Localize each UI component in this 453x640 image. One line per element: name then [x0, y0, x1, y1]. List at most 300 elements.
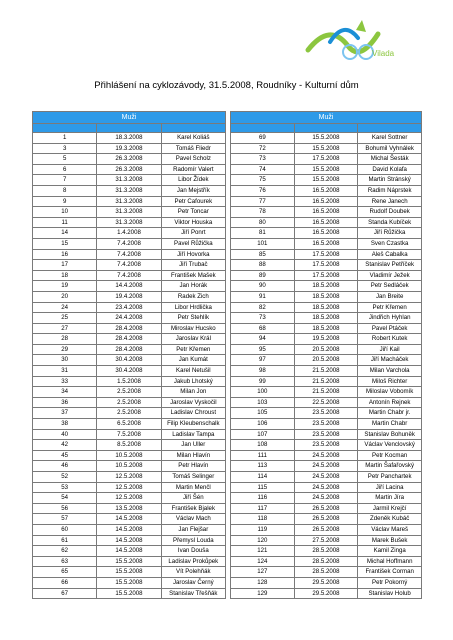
cell-number: 28 [33, 334, 97, 345]
cell-name: Antonín Rejnek [358, 397, 422, 408]
cell-number: 95 [231, 344, 295, 355]
cell-number: 11 [33, 217, 97, 228]
cell-number: 57 [33, 514, 97, 525]
table-row [33, 408, 226, 419]
cell-date: 15.5.2008 [294, 164, 358, 175]
table-row [231, 238, 422, 249]
cell-date: 30.4.2008 [97, 355, 161, 366]
cell-number: 60 [33, 524, 97, 535]
cell-date: 16.5.2008 [294, 228, 358, 239]
cell-number: 65 [33, 567, 97, 578]
cell-number: 119 [231, 524, 295, 535]
table-row [231, 228, 422, 239]
cell-name: Filip Kleubenschalk [161, 419, 225, 430]
right-table-header: Muži [231, 112, 422, 124]
cell-number: 73 [231, 313, 295, 324]
cell-date: 20.5.2008 [294, 355, 358, 366]
page-title: Přihlášení na cyklozávody, 31.5.2008, Roudníky - Kulturní dům [94, 80, 359, 91]
table-row [231, 577, 422, 588]
cell-number: 45 [33, 450, 97, 461]
cell-number: 82 [231, 302, 295, 313]
cell-name: Karel Netušil [161, 366, 225, 377]
cell-name: Václav Venclovský [358, 440, 422, 451]
cell-date: 17.5.2008 [294, 260, 358, 271]
cell-name: Jiří Šén [161, 493, 225, 504]
cell-number: 7 [33, 175, 97, 186]
table-row [33, 344, 226, 355]
cell-date: 16.5.2008 [294, 207, 358, 218]
cell-name: Petr Stehlík [161, 313, 225, 324]
cell-date: 22.5.2008 [294, 397, 358, 408]
table-row [231, 249, 422, 260]
right-column-header-name [358, 124, 422, 133]
cell-name: Stanislav Petříček [358, 260, 422, 271]
table-row [231, 397, 422, 408]
cell-date: 20.5.2008 [294, 344, 358, 355]
cell-name: Martin Stránský [358, 175, 422, 186]
cell-name: Jan Flejšar [161, 524, 225, 535]
cell-number: 97 [231, 355, 295, 366]
cell-date: 23.5.2008 [294, 419, 358, 430]
table-row [231, 366, 422, 377]
cell-date: 27.5.2008 [294, 535, 358, 546]
table-row [231, 185, 422, 196]
cell-date: 28.5.2008 [294, 567, 358, 578]
cell-name: Bohumil Vyhnálek [358, 143, 422, 154]
cell-name: Jiří Růžička [358, 228, 422, 239]
cell-number: 10 [33, 207, 97, 218]
cell-name: Stanislav Holub [358, 588, 422, 599]
cell-name: Jiří Trubač [161, 260, 225, 271]
cell-date: 7.5.2008 [97, 429, 161, 440]
table-row [33, 313, 226, 324]
cell-name: František Bjalek [161, 503, 225, 514]
cell-date: 26.3.2008 [97, 154, 161, 165]
table-row [231, 514, 422, 525]
cell-number: 40 [33, 429, 97, 440]
cell-date: 18.3.2008 [97, 133, 161, 144]
cell-date: 16.5.2008 [294, 238, 358, 249]
cell-number: 20 [33, 291, 97, 302]
cell-name: Milan Jon [161, 387, 225, 398]
cell-name: Stanislav Bohuněk [358, 429, 422, 440]
table-row [33, 260, 226, 271]
table-row [33, 228, 226, 239]
cell-name: Jiří Kail [358, 344, 422, 355]
table-row [33, 238, 226, 249]
cell-number: 18 [33, 270, 97, 281]
table-row [33, 440, 226, 451]
cell-date: 17.5.2008 [294, 270, 358, 281]
cell-number: 52 [33, 472, 97, 483]
table-row [231, 524, 422, 535]
table-row [33, 323, 226, 334]
cell-date: 13.5.2008 [97, 503, 161, 514]
cell-number: 42 [33, 440, 97, 451]
cell-name: Radim Náprstek [358, 185, 422, 196]
table-row [231, 291, 422, 302]
table-row [231, 472, 422, 483]
cell-number: 106 [231, 419, 295, 430]
cell-name: Přemysl Louda [161, 535, 225, 546]
cell-name: Marek Bušek [358, 535, 422, 546]
cell-name: Viktor Houska [161, 217, 225, 228]
cell-date: 24.5.2008 [294, 482, 358, 493]
cell-name: Petr Toncar [161, 207, 225, 218]
table-row [231, 196, 422, 207]
cell-number: 15 [33, 238, 97, 249]
cell-date: 7.4.2008 [97, 249, 161, 260]
cyclist-logo-icon [300, 12, 410, 72]
cell-number: 90 [231, 281, 295, 292]
cell-name: Rudolf Doubek [358, 207, 422, 218]
cell-date: 1.4.2008 [97, 228, 161, 239]
cell-number: 114 [231, 472, 295, 483]
cell-name: Ladislav Prokůpek [161, 556, 225, 567]
table-row [231, 461, 422, 472]
cell-name: Ladislav Chroust [161, 408, 225, 419]
cell-date: 8.5.2008 [97, 440, 161, 451]
cell-number: 14 [33, 228, 97, 239]
cell-name: Pavel Ptáček [358, 323, 422, 334]
table-row [33, 175, 226, 186]
table-row [231, 419, 422, 430]
cell-number: 76 [231, 185, 295, 196]
cell-name: Petr Křemen [161, 344, 225, 355]
cell-number: 30 [33, 355, 97, 366]
table-row [33, 514, 226, 525]
left-column-header-date [97, 124, 161, 133]
table-row [33, 376, 226, 387]
table-row [231, 556, 422, 567]
cell-name: Rene Janech [358, 196, 422, 207]
table-row [33, 503, 226, 514]
right-column-header-date [294, 124, 358, 133]
cell-date: 7.4.2008 [97, 238, 161, 249]
cell-number: 38 [33, 419, 97, 430]
cell-date: 14.5.2008 [97, 524, 161, 535]
cell-name: Martin Jíra [358, 493, 422, 504]
cell-name: Jiří Hovorka [161, 249, 225, 260]
svg-text:Vilada: Vilada [372, 49, 395, 58]
cell-number: 1 [33, 133, 97, 144]
table-row [231, 175, 422, 186]
table-row [231, 387, 422, 398]
cell-number: 72 [231, 143, 295, 154]
table-row [33, 154, 226, 165]
cell-name: Tomáš Fliedr [161, 143, 225, 154]
cell-number: 56 [33, 503, 97, 514]
cell-name: Radomír Valert [161, 164, 225, 175]
table-row [33, 249, 226, 260]
table-row [231, 493, 422, 504]
cell-date: 10.5.2008 [97, 461, 161, 472]
cell-number: 81 [231, 228, 295, 239]
cell-number: 27 [33, 323, 97, 334]
cell-name: Miloš Richter [358, 376, 422, 387]
cell-name: Libor Hrdlička [161, 302, 225, 313]
table-row [231, 323, 422, 334]
cell-date: 26.5.2008 [294, 514, 358, 525]
table-row [231, 133, 422, 144]
cell-name: Petr Kocman [358, 450, 422, 461]
cell-date: 28.4.2008 [97, 334, 161, 345]
cell-date: 26.5.2008 [294, 524, 358, 535]
cell-name: Martin Chabr [358, 419, 422, 430]
table-row [231, 302, 422, 313]
table-row [33, 556, 226, 567]
cell-name: Jakub Lhotský [161, 376, 225, 387]
cell-name: Tomáš Selinger [161, 472, 225, 483]
table-row [231, 567, 422, 578]
cell-number: 88 [231, 260, 295, 271]
cell-date: 14.5.2008 [97, 514, 161, 525]
cell-number: 8 [33, 185, 97, 196]
cell-date: 28.4.2008 [97, 344, 161, 355]
cell-date: 28.4.2008 [97, 323, 161, 334]
cell-number: 73 [231, 154, 295, 165]
cell-date: 18.5.2008 [294, 291, 358, 302]
cell-date: 21.5.2008 [294, 366, 358, 377]
cell-number: 3 [33, 143, 97, 154]
cell-name: František Mašek [161, 270, 225, 281]
cell-date: 15.5.2008 [97, 588, 161, 599]
table-row [231, 143, 422, 154]
cell-date: 15.5.2008 [97, 577, 161, 588]
right-table-body [231, 133, 422, 599]
table-row [231, 429, 422, 440]
cell-date: 6.5.2008 [97, 419, 161, 430]
cell-number: 74 [231, 164, 295, 175]
cell-number: 36 [33, 397, 97, 408]
right-column-header-number [231, 124, 295, 133]
cell-name: Martin Chabr jr. [358, 408, 422, 419]
cell-date: 14.5.2008 [97, 535, 161, 546]
cell-date: 21.5.2008 [294, 376, 358, 387]
table-row [33, 567, 226, 578]
cell-name: Martin Šafařovský [358, 461, 422, 472]
cell-name: Jaroslav Král [161, 334, 225, 345]
cell-date: 16.5.2008 [294, 217, 358, 228]
left-table-body [33, 133, 226, 599]
table-row [33, 429, 226, 440]
cell-number: 105 [231, 408, 295, 419]
cell-number: 19 [33, 281, 97, 292]
cell-name: Petr Hlavín [161, 461, 225, 472]
cell-number: 78 [231, 207, 295, 218]
table-row [231, 344, 422, 355]
cell-date: 15.5.2008 [97, 556, 161, 567]
cell-number: 121 [231, 546, 295, 557]
table-row [231, 546, 422, 557]
cell-number: 69 [231, 133, 295, 144]
table-row [33, 270, 226, 281]
cell-name: Vladimír Ježek [358, 270, 422, 281]
cell-number: 61 [33, 535, 97, 546]
cell-number: 111 [231, 450, 295, 461]
cell-name: Kamil Zinga [358, 546, 422, 557]
table-row [33, 387, 226, 398]
cell-date: 16.5.2008 [294, 185, 358, 196]
cell-number: 107 [231, 429, 295, 440]
cell-date: 15.5.2008 [294, 143, 358, 154]
cell-date: 2.5.2008 [97, 397, 161, 408]
cell-name: Pavel Růžička [161, 238, 225, 249]
table-row [231, 450, 422, 461]
cell-date: 24.5.2008 [294, 493, 358, 504]
table-row [33, 493, 226, 504]
left-column-header-number [33, 124, 97, 133]
cell-name: Karel Sottner [358, 133, 422, 144]
cell-name: Jan Horák [161, 281, 225, 292]
table-row [231, 260, 422, 271]
table-row [231, 535, 422, 546]
cell-number: 66 [33, 577, 97, 588]
table-row [231, 588, 422, 599]
cell-date: 2.5.2008 [97, 387, 161, 398]
cell-number: 113 [231, 461, 295, 472]
cell-date: 12.5.2008 [97, 482, 161, 493]
table-row [231, 408, 422, 419]
table-row [33, 366, 226, 377]
cell-number: 53 [33, 482, 97, 493]
table-row [33, 143, 226, 154]
cell-date: 24.5.2008 [294, 461, 358, 472]
table-row [231, 217, 422, 228]
table-row [231, 334, 422, 345]
cell-date: 31.3.2008 [97, 207, 161, 218]
cell-number: 75 [231, 175, 295, 186]
cell-name: Jan Kumát [161, 355, 225, 366]
cell-name: Jiří Macháček [358, 355, 422, 366]
cell-number: 6 [33, 164, 97, 175]
cell-name: Jindřich Hyhlan [358, 313, 422, 324]
cell-date: 31.3.2008 [97, 196, 161, 207]
cell-name: Ivan Douša [161, 546, 225, 557]
table-row [33, 397, 226, 408]
cell-number: 108 [231, 440, 295, 451]
cell-number: 115 [231, 482, 295, 493]
cell-name: Miroslav Hucsko [161, 323, 225, 334]
cell-date: 17.5.2008 [294, 249, 358, 260]
cell-date: 14.5.2008 [97, 546, 161, 557]
cell-name: Jiří Ponrt [161, 228, 225, 239]
cell-number: 103 [231, 397, 295, 408]
table-row [33, 302, 226, 313]
cell-date: 23.5.2008 [294, 429, 358, 440]
cell-date: 15.5.2008 [294, 175, 358, 186]
cell-number: 33 [33, 376, 97, 387]
cell-date: 24.5.2008 [294, 472, 358, 483]
cell-name: Stanislav Třešňák [161, 588, 225, 599]
cell-number: 67 [33, 588, 97, 599]
logo [300, 12, 410, 72]
table-row [33, 419, 226, 430]
cell-date: 23.5.2008 [294, 440, 358, 451]
cell-date: 23.4.2008 [97, 302, 161, 313]
cell-date: 19.5.2008 [294, 334, 358, 345]
cell-number: 118 [231, 514, 295, 525]
cell-name: Petr Cafourek [161, 196, 225, 207]
table-row [231, 154, 422, 165]
cell-date: 18.5.2008 [294, 313, 358, 324]
cell-name: Sven Czastka [358, 238, 422, 249]
table-row [33, 577, 226, 588]
cell-number: 128 [231, 577, 295, 588]
cell-name: Jaroslav Černý [161, 577, 225, 588]
cell-number: 89 [231, 270, 295, 281]
cell-date: 26.5.2008 [294, 503, 358, 514]
cell-name: Jaroslav Vyskočil [161, 397, 225, 408]
cell-number: 68 [231, 323, 295, 334]
right-registration-table [230, 111, 422, 599]
table-row [33, 588, 226, 599]
cell-date: 24.4.2008 [97, 313, 161, 324]
table-row [33, 535, 226, 546]
table-row [33, 196, 226, 207]
cell-name: Milan Varchola [358, 366, 422, 377]
cell-date: 19.4.2008 [97, 291, 161, 302]
table-row [33, 281, 226, 292]
cell-date: 31.3.2008 [97, 217, 161, 228]
cell-name: Pavel Scholz [161, 154, 225, 165]
cell-number: 37 [33, 408, 97, 419]
table-row [33, 450, 226, 461]
cell-number: 31 [33, 366, 97, 377]
cell-name: Zdeněk Kubáč [358, 514, 422, 525]
cell-name: Jan Uller [161, 440, 225, 451]
cell-number: 62 [33, 546, 97, 557]
table-row [33, 291, 226, 302]
cell-number: 5 [33, 154, 97, 165]
cell-date: 18.5.2008 [294, 323, 358, 334]
cell-number: 77 [231, 196, 295, 207]
cell-name: Petr Pokorný [358, 577, 422, 588]
cell-date: 29.5.2008 [294, 577, 358, 588]
table-row [33, 355, 226, 366]
cell-name: Jan Mejstřík [161, 185, 225, 196]
table-row [33, 546, 226, 557]
cell-name: Jarmil Krejčí [358, 503, 422, 514]
cell-number: 34 [33, 387, 97, 398]
cell-date: 1.5.2008 [97, 376, 161, 387]
cell-name: Petr Křemen [358, 302, 422, 313]
cell-date: 19.3.2008 [97, 143, 161, 154]
cell-name: David Kolafa [358, 164, 422, 175]
cell-date: 15.5.2008 [294, 133, 358, 144]
cell-name: Václav Mareš [358, 524, 422, 535]
cell-date: 10.5.2008 [97, 450, 161, 461]
cell-date: 18.5.2008 [294, 302, 358, 313]
cell-date: 31.3.2008 [97, 185, 161, 196]
cell-name: Michal Šesták [358, 154, 422, 165]
cell-date: 16.5.2008 [294, 196, 358, 207]
cell-number: 101 [231, 238, 295, 249]
cell-number: 46 [33, 461, 97, 472]
cell-date: 31.3.2008 [97, 175, 161, 186]
cell-date: 7.4.2008 [97, 260, 161, 271]
cell-date: 18.5.2008 [294, 281, 358, 292]
cell-name: Michal Hoffmann [358, 556, 422, 567]
cell-date: 12.5.2008 [97, 472, 161, 483]
cell-date: 26.3.2008 [97, 164, 161, 175]
left-registration-table [32, 111, 226, 599]
cell-number: 9 [33, 196, 97, 207]
cell-name: Petr Panchartek [358, 472, 422, 483]
cell-number: 54 [33, 493, 97, 504]
table-row [231, 503, 422, 514]
cell-number: 127 [231, 567, 295, 578]
